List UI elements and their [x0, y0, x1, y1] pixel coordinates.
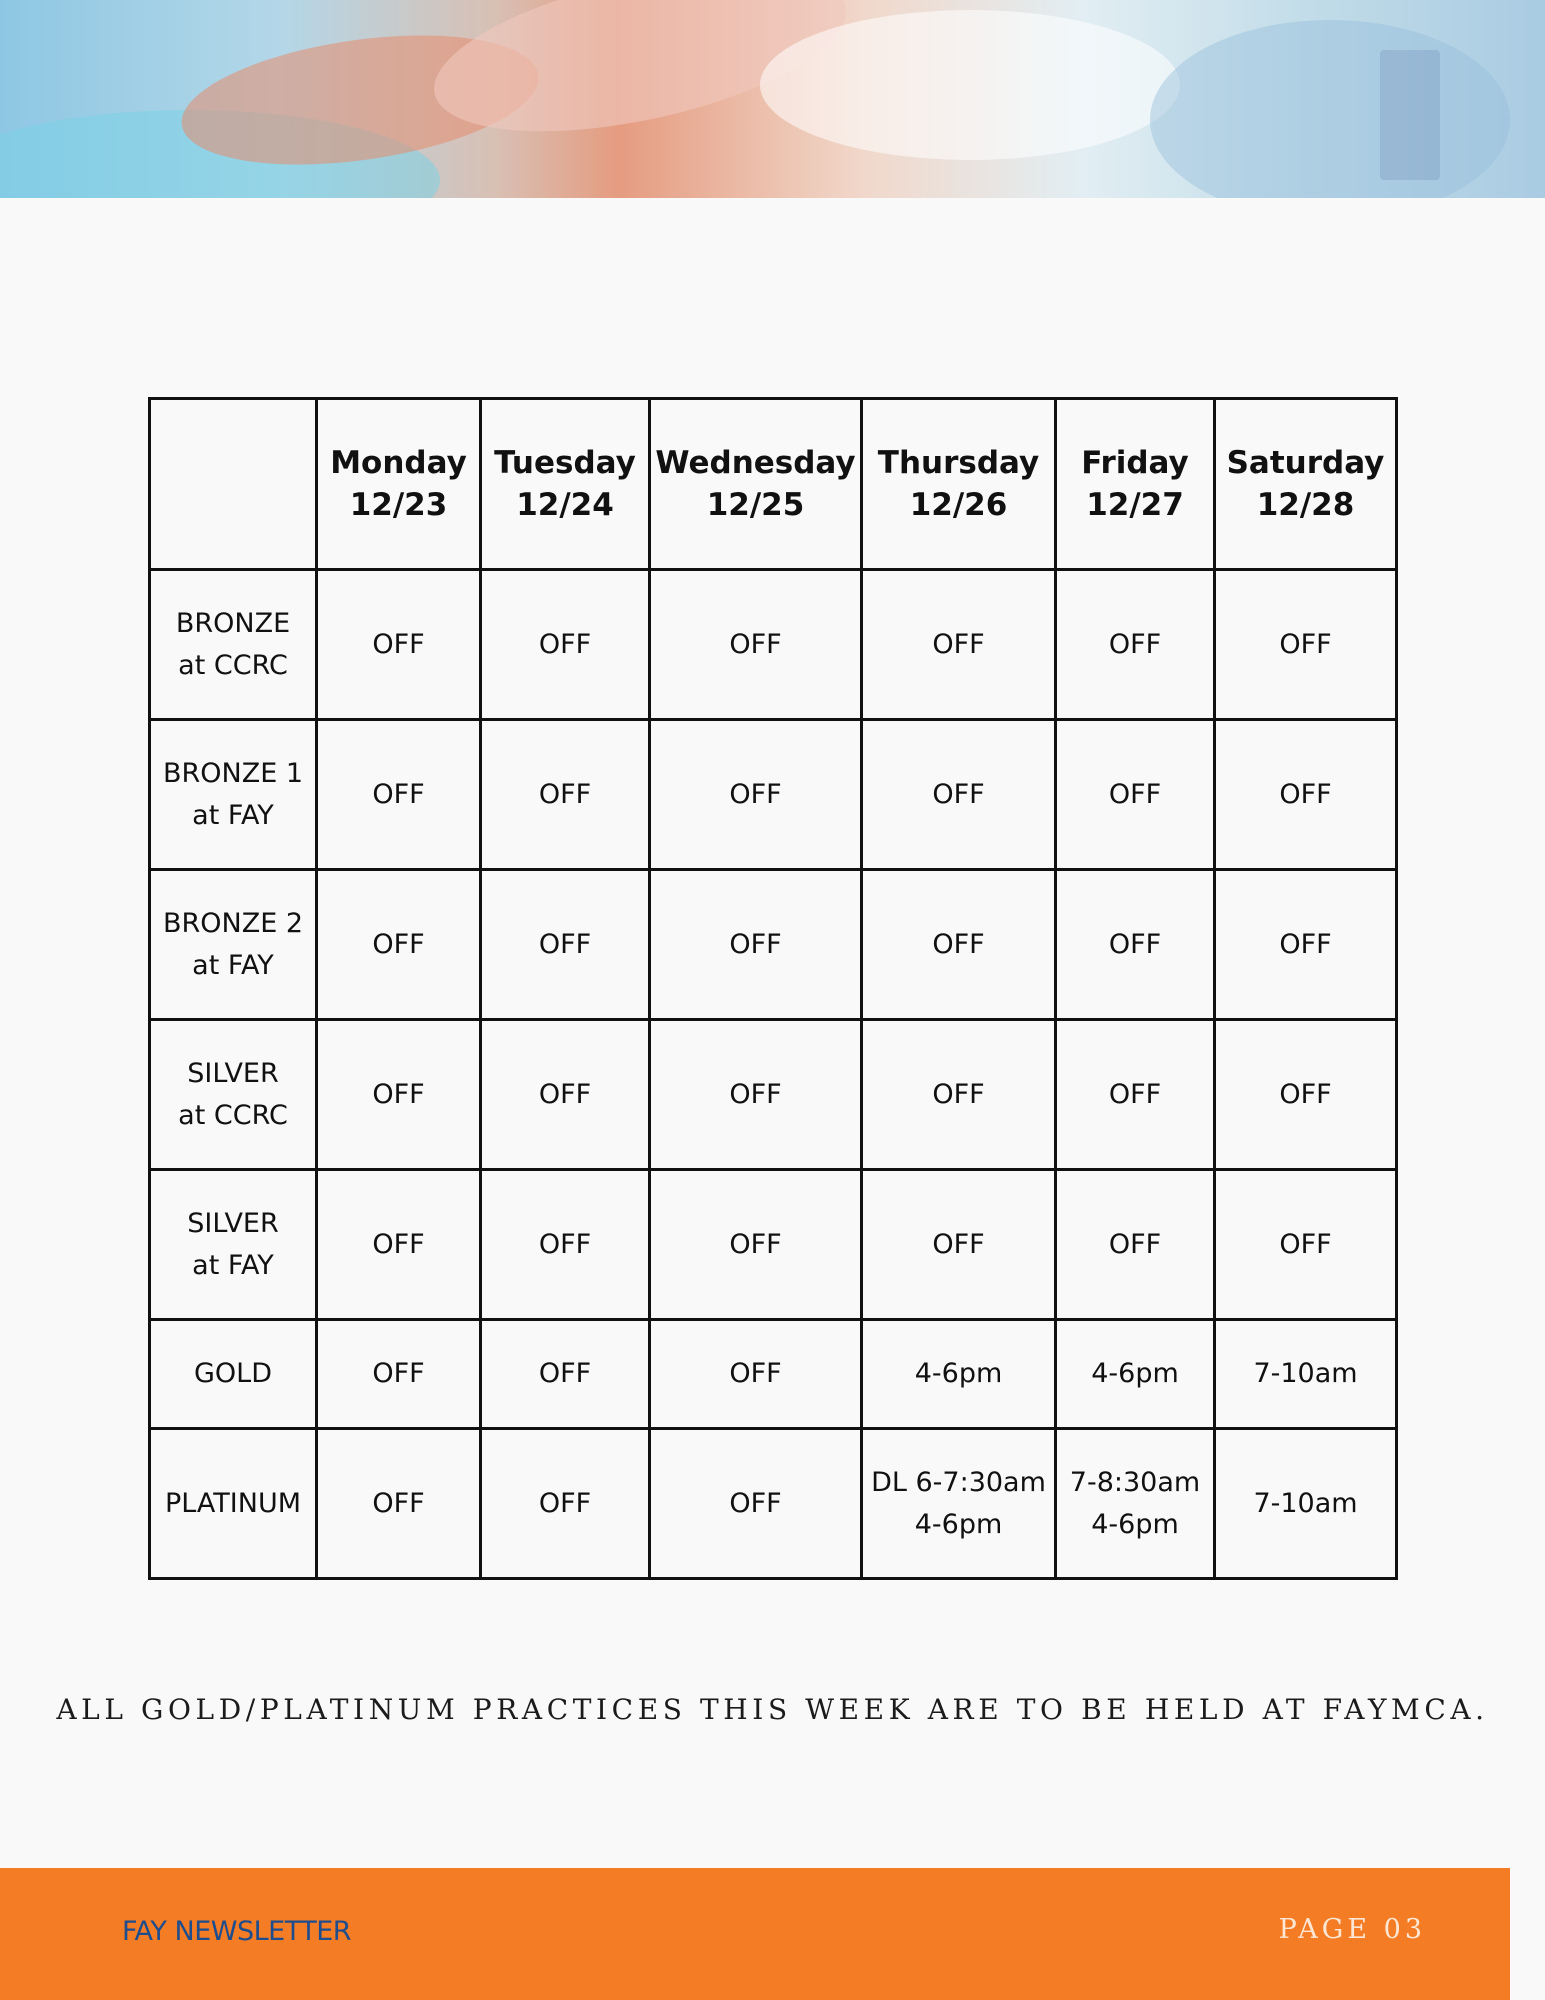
practice-time: OFF [1108, 928, 1162, 960]
practice-time: OFF [1108, 628, 1162, 660]
practice-time: 7-10am [1253, 1358, 1358, 1389]
table-row [150, 1429, 1397, 1579]
practice-time: 4-6pm [914, 1358, 1003, 1389]
table-row [150, 720, 1397, 870]
group-name-cell [150, 720, 317, 870]
day-date: 12/28 [1256, 487, 1355, 523]
practice-location-note: ALL GOLD/PLATINUM PRACTICES THIS WEEK ARE TO BE HELD AT FAYMCA. [56, 1693, 1489, 1726]
group-name-cell [150, 1320, 317, 1429]
day-date: 12/24 [516, 487, 614, 523]
table-row [150, 1170, 1397, 1320]
schedule-cell [1056, 1429, 1215, 1579]
group-name-line: at CCRC [178, 649, 288, 681]
group-name-line: SILVER [187, 1207, 279, 1239]
schedule-cell [650, 870, 862, 1020]
group-name-line: SILVER [187, 1057, 279, 1089]
schedule-cell [1056, 1020, 1215, 1170]
practice-time: OFF [1279, 1078, 1332, 1110]
day-date: 12/25 [706, 487, 805, 523]
group-name-cell [150, 870, 317, 1020]
practice-time: OFF [1279, 778, 1332, 810]
practice-time: 7-8:30am [1069, 1466, 1201, 1498]
pool-wall [1380, 50, 1440, 180]
table-row [150, 570, 1397, 720]
day-name: Wednesday [655, 445, 856, 481]
group-name-line: BRONZE 1 [162, 757, 304, 789]
header-photo [0, 0, 1545, 198]
day-header-monday [317, 399, 481, 570]
corner-cell [150, 399, 317, 570]
page-number: PAGE 03 [1278, 1914, 1426, 1945]
day-name: Saturday [1226, 445, 1385, 481]
practice-schedule-table [148, 397, 1398, 1580]
group-name-line: PLATINUM [164, 1487, 302, 1519]
practice-time: OFF [1108, 1228, 1162, 1260]
practice-time: OFF [729, 628, 782, 660]
schedule-cell [1215, 720, 1397, 870]
schedule-cell [1215, 870, 1397, 1020]
schedule-cell [481, 570, 650, 720]
schedule-cell [317, 870, 481, 1020]
group-name-cell [150, 1020, 317, 1170]
practice-time: OFF [538, 778, 592, 810]
day-name: Friday [1081, 445, 1189, 481]
schedule-cell [650, 570, 862, 720]
schedule-cell [317, 720, 481, 870]
day-header-thursday [862, 399, 1056, 570]
schedule-cell [1056, 870, 1215, 1020]
practice-time: OFF [932, 928, 985, 960]
group-name-line: BRONZE 2 [162, 907, 304, 939]
water-splash [1150, 20, 1510, 198]
group-name-line: at FAY [192, 949, 274, 981]
schedule-cell [317, 1170, 481, 1320]
schedule-cell [481, 870, 650, 1020]
schedule-cell [862, 870, 1056, 1020]
table-row [150, 870, 1397, 1020]
schedule-cell [650, 1170, 862, 1320]
schedule-cell [317, 1320, 481, 1429]
schedule-cell [1215, 1170, 1397, 1320]
schedule-cell [862, 1429, 1056, 1579]
newsletter-title: FAY NEWSLETTER [122, 1916, 352, 1947]
practice-time: 4-6pm [1091, 1508, 1179, 1540]
schedule-cell [1056, 720, 1215, 870]
practice-time: OFF [372, 628, 425, 660]
practice-time: OFF [932, 1228, 985, 1260]
group-name-cell [150, 1429, 317, 1579]
practice-time: OFF [538, 928, 592, 960]
practice-time: OFF [372, 1228, 425, 1260]
schedule-cell [481, 1320, 650, 1429]
footer-bar [0, 1868, 1510, 2000]
schedule-cell [650, 1320, 862, 1429]
schedule-cell [862, 1170, 1056, 1320]
schedule-cell [317, 1429, 481, 1579]
day-date: 12/23 [349, 487, 448, 523]
practice-time: OFF [729, 778, 782, 810]
group-name-line: GOLD [193, 1358, 272, 1389]
practice-time: OFF [729, 1078, 782, 1110]
practice-time: OFF [932, 778, 985, 810]
practice-time: OFF [538, 628, 592, 660]
practice-time: OFF [372, 1078, 425, 1110]
day-header-saturday [1215, 399, 1397, 570]
table-row [150, 1320, 1397, 1429]
schedule-cell [1056, 570, 1215, 720]
group-name-cell [150, 570, 317, 720]
practice-time: OFF [729, 1358, 782, 1389]
schedule-cell [650, 1020, 862, 1170]
schedule-cell [481, 720, 650, 870]
schedule-cell [481, 1020, 650, 1170]
day-name: Tuesday [494, 445, 636, 481]
header-row [150, 399, 1397, 570]
schedule-cell [1056, 1320, 1215, 1429]
water-splash [760, 10, 1180, 160]
practice-time: OFF [729, 1228, 782, 1260]
group-name-line: at CCRC [178, 1099, 288, 1131]
group-name-line: at FAY [192, 799, 274, 831]
schedule-cell [1215, 1020, 1397, 1170]
group-name-cell [150, 1170, 317, 1320]
practice-time: OFF [932, 628, 985, 660]
schedule-cell [317, 570, 481, 720]
table-row [150, 1020, 1397, 1170]
practice-time: 7-10am [1253, 1487, 1358, 1519]
practice-time: OFF [932, 1078, 985, 1110]
practice-time: OFF [538, 1358, 592, 1389]
day-header-tuesday [481, 399, 650, 570]
schedule-body [150, 570, 1397, 1579]
practice-time: OFF [372, 1487, 425, 1519]
day-name: Thursday [877, 445, 1040, 481]
practice-time: OFF [729, 928, 782, 960]
day-date: 12/26 [909, 487, 1008, 523]
practice-time: OFF [1279, 628, 1332, 660]
practice-time: OFF [1279, 1228, 1332, 1260]
day-name: Monday [330, 445, 467, 481]
practice-time: OFF [1108, 1078, 1162, 1110]
practice-time: OFF [538, 1078, 592, 1110]
day-header-wednesday [650, 399, 862, 570]
practice-time: OFF [729, 1487, 782, 1519]
practice-time: OFF [538, 1487, 592, 1519]
schedule-cell [862, 570, 1056, 720]
group-name-line: BRONZE [175, 607, 291, 639]
schedule-cell [1056, 1170, 1215, 1320]
schedule-cell [650, 1429, 862, 1579]
schedule-cell [481, 1170, 650, 1320]
schedule-cell [1215, 1320, 1397, 1429]
practice-time: OFF [538, 1228, 592, 1260]
practice-time: OFF [1279, 928, 1332, 960]
group-name-line: at FAY [192, 1249, 274, 1281]
day-date: 12/27 [1086, 487, 1184, 523]
schedule-cell [1215, 1429, 1397, 1579]
practice-time: DL 6-7:30am [871, 1466, 1046, 1498]
schedule-cell [1215, 570, 1397, 720]
practice-time: OFF [372, 778, 425, 810]
schedule-cell [317, 1020, 481, 1170]
schedule-cell [862, 1020, 1056, 1170]
practice-time: OFF [372, 928, 425, 960]
practice-time: OFF [372, 1358, 425, 1389]
practice-time: OFF [1108, 778, 1162, 810]
practice-time: 4-6pm [1091, 1358, 1179, 1389]
practice-time: 4-6pm [914, 1508, 1003, 1540]
schedule-cell [650, 720, 862, 870]
schedule-cell [862, 1320, 1056, 1429]
schedule-cell [481, 1429, 650, 1579]
schedule-cell [862, 720, 1056, 870]
day-header-friday [1056, 399, 1215, 570]
